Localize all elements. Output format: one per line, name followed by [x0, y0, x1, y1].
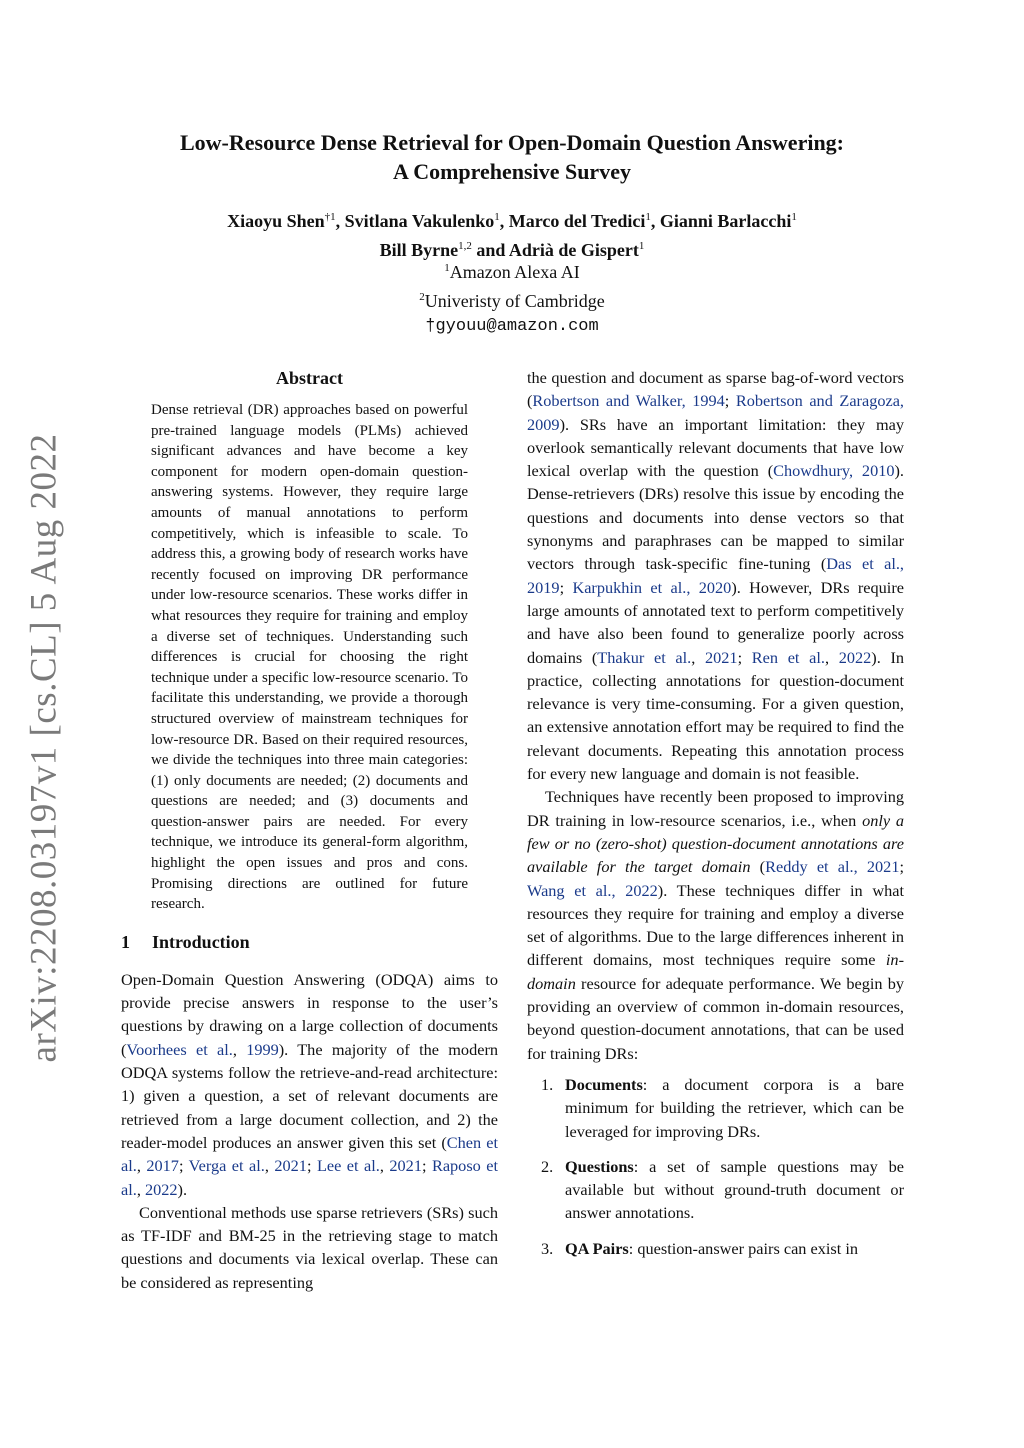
author-affiliation-mark: 1 — [645, 211, 651, 223]
abstract-heading: Abstract — [276, 368, 343, 388]
citation-link[interactable]: 2021 — [705, 647, 738, 667]
citation-link[interactable]: Ren et al. — [751, 647, 825, 667]
author-name: Gianni Barlacchi — [659, 211, 792, 231]
author-line-2: Bill Byrne$^{1,2}$ and Adrià de Gispert$^1$ — [379, 240, 645, 260]
citation-link[interactable]: 1999 — [246, 1039, 279, 1059]
author-line-1: Xiaoyu Shen$^{\dagger 1}$, Svitlana Vakulenko$^1$, Marco del Tredici$^1$, Gianni Barlacchi$^1$ — [227, 211, 797, 231]
right-paragraph-1: the question and document as sparse bag-of-word vectors (Robertson and Walker, 1994; Robertson and Zaragoza, 2009). SRs have an important limitation: they may overlook semantically relevant documents that have low lexical overlap with the question (Chowdhury, 2010). Dense-retrievers (DRs) resolve this issue by encoding the questions and documents into dense vectors so that synonyms and paraphrases can be mapped to similar vectors through task-specific fine-tuning (Das et al., 2019; Karpukhin et al., 2020). However, DRs require large amounts of annotated text to perform competitively and have also been found to generalize poorly across domains (Thakur et al., 2021; Ren et al., 2022). In practice, collecting annotations for question-document relevance is very time-consuming. For a given question, an extensive annotation effort may be required to find the relevant documents. Repeating this annotation process for every new language and domain is not feasible. — [527, 368, 905, 784]
citation-link[interactable]: Thakur et al. — [597, 647, 692, 667]
author-affiliation-mark: †1 — [324, 211, 336, 223]
author-name: Adrià de Gispert — [508, 240, 639, 260]
abstract-text: Dense retrieval (DR) approaches based on powerful pre-trained language models (PLMs) achieved significant advances and have become a key component for modern open-domain question-answering systems. However, they require large amounts of manual annotations to perform competitively, which is infeasible to scale. To address this, a growing body of research works have recently focused on improving DR performance under low-resource scenarios. These works differ in what resources they require for training and employ a diverse set of techniques. Understanding such differences is crucial for choosing the right technique under a specific low-resource scenario. To facilitate this understanding, we provide a thorough structured overview of mainstream techniques for low-resource DR. Based on their required resources, we divide the techniques into three main categories: (1) only documents are needed; (2) documents and questions are needed; and (3) documents and question-answer pairs are needed. For every technique, we introduce its general-form algorithm, highlight the open issues and pros and cons. Promising directions are outlined for future research. — [151, 402, 468, 913]
paper-title — [100, 128, 924, 186]
citation-link[interactable]: Wang et al., 2022 — [527, 880, 658, 900]
citation-link[interactable]: Das et al., 2019 — [527, 554, 905, 597]
list-item — [527, 1155, 904, 1225]
list-number: 1. — [541, 1074, 554, 1094]
list-item — [527, 1073, 904, 1143]
list-item — [527, 1237, 904, 1260]
author-affiliation-mark: 1 — [494, 211, 500, 223]
author-name: Bill Byrne — [379, 240, 459, 260]
emphasis-text: in-domain — [527, 950, 904, 993]
citation-link[interactable]: Verga et al. — [188, 1156, 265, 1176]
title-line-1: Low-Resource Dense Retrieval for Open-Domain Question Answering: — [179, 130, 845, 155]
citation-link[interactable]: 2022 — [144, 1179, 178, 1199]
citation-link[interactable]: Robertson and Zaragoza, 2009 — [527, 391, 905, 434]
citation-link[interactable]: Lee et al. — [316, 1156, 380, 1176]
list-description: : a document corpora is a bare minimum for building the retriever, which can be leveraged for improving DRs. — [565, 1074, 904, 1141]
citation-link[interactable]: Reddy et al., 2021 — [765, 857, 900, 877]
right-column — [527, 366, 904, 1272]
left-column — [121, 366, 498, 1294]
list-description: : question-answer pairs can exist in — [628, 1238, 858, 1258]
arxiv-identifier: arXiv:2208.03197v1 [cs.CL] 5 Aug 2022 — [23, 433, 65, 1063]
list-number: 2. — [541, 1156, 554, 1176]
contact-email[interactable]: †gyouu@amazon.com — [425, 317, 599, 336]
affiliation-1: $^1$Amazon Alexa AI — [444, 262, 580, 282]
citation-link[interactable]: 2022 — [838, 647, 872, 667]
citation-link[interactable]: Karpukhin et al., 2020 — [572, 577, 732, 597]
citation-link[interactable]: 2017 — [146, 1156, 179, 1176]
affiliation-2: $^2$Univeristy of Cambridge — [419, 291, 605, 311]
citation-link[interactable]: 2021 — [389, 1156, 422, 1176]
author-affiliation-mark: 1,2 — [458, 240, 472, 252]
list-term: Documents — [565, 1074, 643, 1094]
citation-link[interactable]: Voorhees et al. — [126, 1039, 233, 1059]
title-line-2: A Comprehensive Survey — [393, 159, 631, 184]
author-name: Svitlana Vakulenko — [344, 211, 495, 231]
intro-paragraph-2: Conventional methods use sparse retrievers (SRs) such as TF-IDF and BM-25 in the retrieving stage to match questions and documents via lexical overlap. These can be considered as representing — [121, 1202, 498, 1292]
affiliations — [100, 256, 924, 339]
list-term: QA Pairs — [565, 1238, 629, 1258]
author-list — [100, 205, 924, 263]
list-term: Questions — [565, 1156, 634, 1176]
citation-link[interactable]: Robertson and Walker, 1994 — [532, 391, 725, 411]
citation-link[interactable]: 2021 — [274, 1156, 307, 1176]
list-number: 3. — [541, 1238, 554, 1258]
list-description: : a set of sample questions may be available but without ground-truth document or answer annotations. — [565, 1156, 904, 1223]
author-name: Xiaoyu Shen — [227, 211, 325, 231]
citation-link[interactable]: Raposo et al. — [121, 1156, 499, 1199]
author-affiliation-mark: 1 — [638, 240, 645, 252]
section-heading-introduction — [121, 930, 498, 954]
emphasis-text: only a few or no (zero-shot) question-document annotations are available for the target domain — [527, 810, 904, 877]
resource-list — [527, 1073, 904, 1260]
right-paragraph-2: Techniques have recently been proposed to improving DR training in low-resource scenarios, i.e., when only a few or no (zero-shot) question-document annotations are available for the target domain (Reddy et al., 2021; Wang et al., 2022). These techniques differ in what resources they require for training and employ a diverse set of algorithms. Due to the large differences inherent in different domains, most techniques require some in-domain resource for adequate performance. We begin by providing an overview of common in-domain resources, beyond question-document annotations, that can be used for training DRs: — [527, 787, 904, 1063]
section-title: Introduction — [152, 931, 250, 952]
author-name: Marco del Tredici — [508, 211, 646, 231]
author-affiliation-mark: 1 — [791, 211, 797, 223]
intro-paragraph-1: Open-Domain Question Answering (ODQA) aims to provide precise answers in response to the user’s questions by drawing on a large collection of documents (Voorhees et al., 1999). The majority of the modern ODQA systems follow the retrieve-and-read architecture: 1) given a question, a set of relevant documents are retrieved from a large document collection, and 2) the reader-model produces an answer given this set (Chen et al., 2017; Verga et al., 2021; Lee et al., 2021; Raposo et al., 2022). — [121, 969, 499, 1199]
section-number: 1 — [121, 931, 130, 952]
citation-link[interactable]: Chowdhury, 2010 — [773, 461, 895, 481]
citation-link[interactable]: Chen et al. — [121, 1132, 499, 1176]
